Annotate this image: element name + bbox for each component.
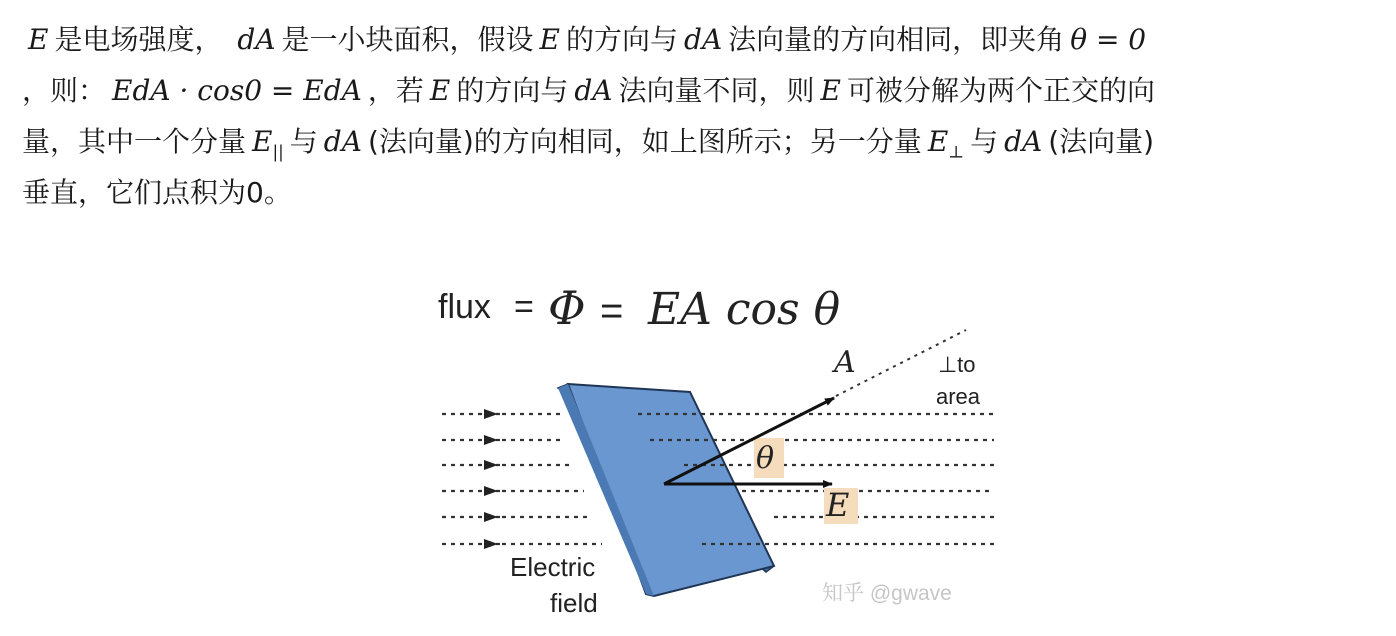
field-arrowhead xyxy=(484,486,498,496)
label-theta: θ xyxy=(756,441,775,476)
text: 的方向与 xyxy=(566,23,679,56)
flux-diagram-svg xyxy=(422,252,1006,630)
paragraph-line-3 xyxy=(22,116,1384,167)
math-E-perpendicular xyxy=(922,125,970,162)
explanation-paragraph xyxy=(22,14,1384,218)
text: 与 xyxy=(289,125,318,158)
math-dA: dA xyxy=(574,74,613,107)
text: 垂直，它们点积为0。 xyxy=(22,176,292,209)
watermark: 知乎 @gwave xyxy=(822,582,952,605)
text: 的方向与 xyxy=(456,74,569,107)
math-E: E xyxy=(429,74,451,107)
text: 可被分解为两个正交的向 xyxy=(846,74,1155,107)
math-theta-equals-zero: θ = 0 xyxy=(1070,23,1147,56)
field-arrowhead xyxy=(484,460,498,470)
label-A: A xyxy=(834,345,856,380)
math-E: E xyxy=(252,125,273,158)
math-E: E xyxy=(820,74,841,107)
paragraph-line-4 xyxy=(22,167,1384,218)
math-dA: dA xyxy=(1004,125,1043,158)
field-arrowhead xyxy=(484,512,498,522)
label-perpendicular: ⊥to xyxy=(938,352,976,377)
label-to-area: area xyxy=(936,384,981,409)
label-E: E xyxy=(826,486,850,524)
math-dA: dA xyxy=(237,23,276,56)
field-arrowhead xyxy=(484,409,498,419)
text: 量，其中一个分量 xyxy=(22,125,247,158)
paragraph-line-2 xyxy=(22,65,1384,116)
math-dA: dA xyxy=(684,23,723,56)
math-formula: EdA · cos0 = EdA xyxy=(112,74,362,107)
subscript-parallel: || xyxy=(272,141,284,162)
math-E-parallel xyxy=(246,125,290,162)
field-arrowhead xyxy=(484,435,498,445)
math-E: E xyxy=(28,23,49,56)
field-lines-incoming xyxy=(442,414,502,544)
math-dA: dA xyxy=(323,125,362,158)
text: (法向量) xyxy=(1048,125,1155,158)
phi-symbol: Φ xyxy=(548,281,586,335)
flux-word: flux xyxy=(438,288,491,326)
label-electric: Electric xyxy=(510,552,596,582)
math-E: E xyxy=(927,125,949,158)
equals-sign: = xyxy=(600,289,624,333)
field-arrowheads xyxy=(484,409,498,549)
equals-sign: = xyxy=(514,288,534,326)
text: 法向量不同，则 xyxy=(618,74,815,107)
text: (法向量)的方向相同，如上图所示；另一分量 xyxy=(367,125,922,158)
text: ，则： xyxy=(22,74,107,107)
flux-formula: EA cos θ xyxy=(648,284,841,335)
text: 与 xyxy=(970,125,999,158)
field-arrowhead xyxy=(484,539,498,549)
flux-diagram xyxy=(422,252,1006,630)
paragraph-line-1 xyxy=(22,14,1384,65)
subscript-perp: ⊥ xyxy=(948,141,965,162)
text: ，若 xyxy=(367,74,424,107)
text: 是一小块面积，假设 xyxy=(281,23,534,56)
math-E: E xyxy=(539,23,560,56)
text: 是电场强度， xyxy=(54,23,223,56)
label-field: field xyxy=(550,588,598,618)
text: 法向量的方向相同，即夹角 xyxy=(728,23,1065,56)
